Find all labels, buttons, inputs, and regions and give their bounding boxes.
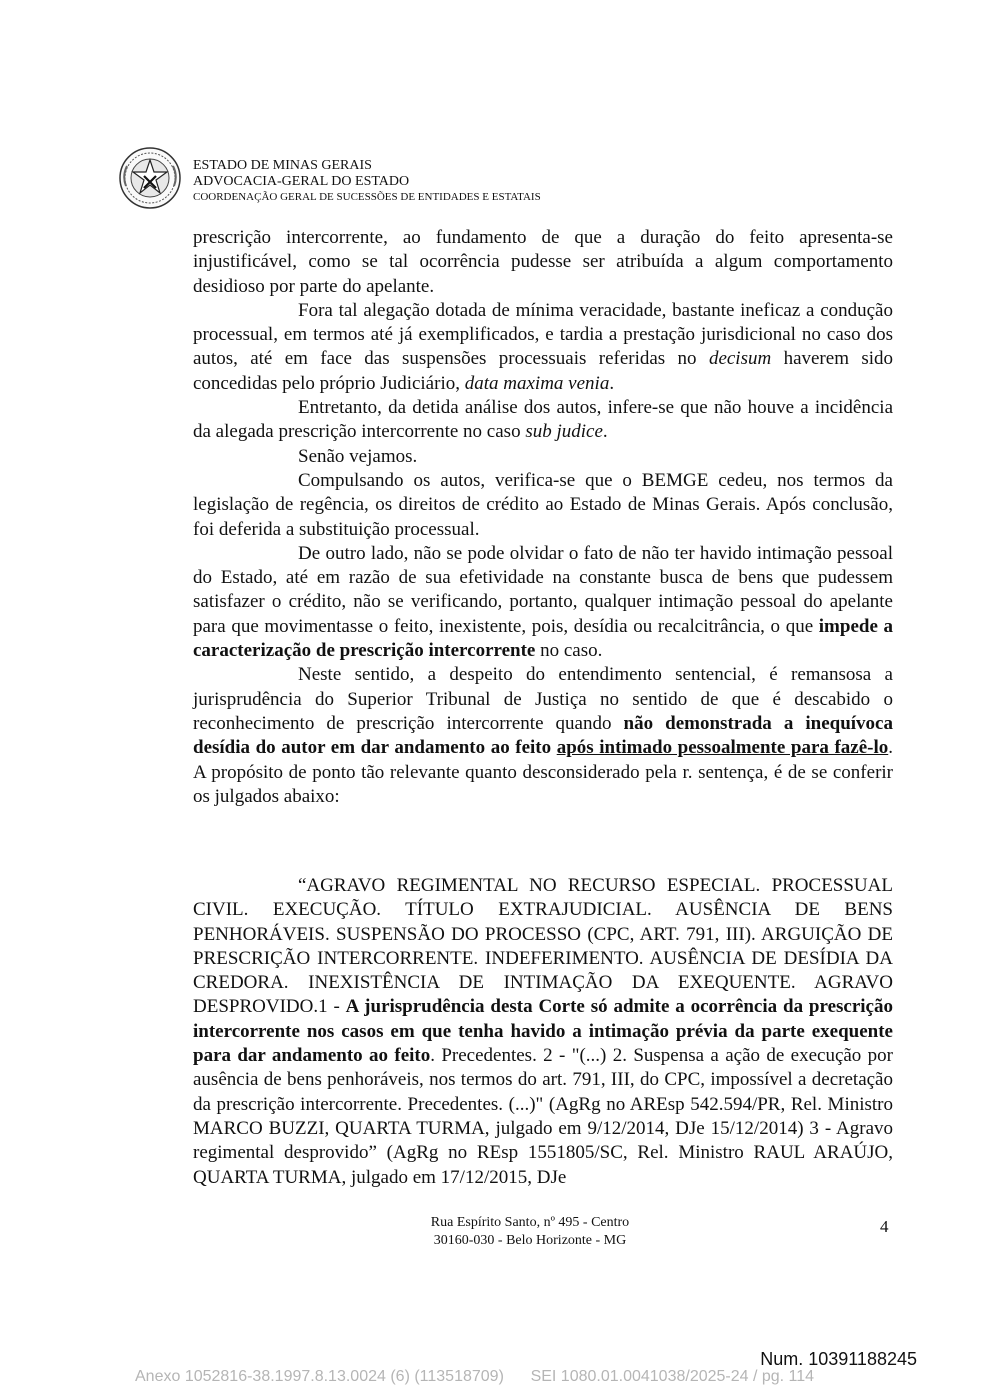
paragraph-6: De outro lado, não se pode olvidar o fato de não ter havido intimação pessoal do Estado, até em razão de sua efetividade na constante busca de bens que pudessem satisfazer o crédito, não se verificando, portanto, qualquer intimação pessoal do apelante para que movimentasse o feito, inexistente, pois, desídia ou recalcitrância, o que impede a caracterização de prescrição intercorrente no caso.: [193, 542, 894, 662]
document-number-stamp: Num. 10391188245: [760, 1349, 917, 1369]
letterhead-state: ESTADO DE MINAS GERAIS: [193, 158, 372, 173]
letterhead: [193, 158, 541, 204]
footer-address-line-1: Rua Espírito Santo, nº 495 - Centro: [430, 1215, 630, 1230]
paragraph-7: Neste sentido, a despeito do entendimento sentencial, é remansosa a jurisprudência do Superior Tribunal de Justiça no sentido de que é descabido o reconhecimento de prescrição intercorrente quando não demonstrada a inequívoca desídia do autor em dar andamento ao feito após intimado pessoalmente para fazê-lo. A propósito de ponto tão relevante quanto desconsiderado pela r. sentença, é de se conferir os julgados abaixo:: [193, 664, 893, 807]
paragraph-5: Compulsando os autos, verifica-se que o BEMGE cedeu, nos termos da legislação de regência, os direitos de crédito ao Estado de Minas Gerais. Após conclusão, foi deferida a substituição processual.: [193, 469, 893, 540]
footer-address-line-2: 30160-030 - Belo Horizonte - MG: [433, 1233, 627, 1248]
paragraph-2: Fora tal alegação dotada de mínima veracidade, bastante ineficaz a condução processual, em termos até já exemplificados, e tardia a prestação jurisdicional no caso dos autos, até em face das suspensões processuais referidas no decisum haverem sido concedidas pelo próprio Judiciário, data maxima venia.: [193, 299, 894, 394]
document-body: [193, 226, 893, 809]
paragraph-3: Entretanto, da detida análise dos autos, infere-se que não houve a incidência da alegada prescrição intercorrente no caso sub judice.: [193, 397, 893, 443]
sei-reference: SEI 1080.01.0041038/2025-24 / pg. 114: [530, 1368, 815, 1385]
state-coat-of-arms-icon: [118, 146, 182, 210]
paragraph-1: prescrição intercorrente, ao fundamento de que a duração do feito apresenta-se injustificável, como se tal ocorrência pudesse ser atribuída a algum comportamento desidioso por parte do apelante.: [193, 227, 893, 297]
paragraph-4: Senão vejamos.: [298, 445, 418, 467]
letterhead-department: COORDENAÇÃO GERAL DE SUCESSÕES DE ENTIDADES E ESTATAIS: [193, 191, 541, 203]
annex-stamp: [135, 1368, 925, 1386]
annex-reference: Anexo 1052816-38.1997.8.13.0024 (6) (113518709): [135, 1368, 504, 1385]
case-law-quote: [193, 874, 893, 1190]
page-number: 4: [880, 1217, 889, 1236]
letterhead-agency: ADVOCACIA-GERAL DO ESTADO: [193, 174, 410, 189]
page-footer-address: [380, 1214, 680, 1250]
quote-paragraph: “AGRAVO REGIMENTAL NO RECURSO ESPECIAL. PROCESSUAL CIVIL. EXECUÇÃO. TÍTULO EXTRAJUDICIAL. AUSÊNCIA DE BENS PENHORÁVEIS. SUSPENSÃO DO PROCESSO (CPC, ART. 791, III). ARGUIÇÃO DE PRESCRIÇÃO INTERCORRENTE. INDEFERIMENTO. AUSÊNCIA DE DESÍDIA DA CREDORA. INEXISTÊNCIA DE INTIMAÇÃO DA EXEQUENTE. AGRAVO DESPROVIDO.1 - A jurisprudência desta Corte só admite a ocorrência da prescrição intercorrente nos casos em que tenha havido a intimação prévia da parte exequente para dar andamento ao feito. Precedentes. 2 - "(...) 2. Suspensa a ação de execução por ausência de bens penhoráveis, nos termos do art. 791, III, do CPC, impossível a decretação da prescrição intercorrente. Precedentes. (...)" (AgRg no AREsp 542.594/PR, Rel. Ministro MARCO BUZZI, QUARTA TURMA, julgado em 9/12/2014, DJe 15/12/2014) 3 - Agravo regimental desprovido” (AgRg no REsp 1551805/SC, Rel. Ministro RAUL ARAÚJO, QUARTA TURMA, julgado em 17/12/2015, DJe: [193, 875, 893, 1188]
